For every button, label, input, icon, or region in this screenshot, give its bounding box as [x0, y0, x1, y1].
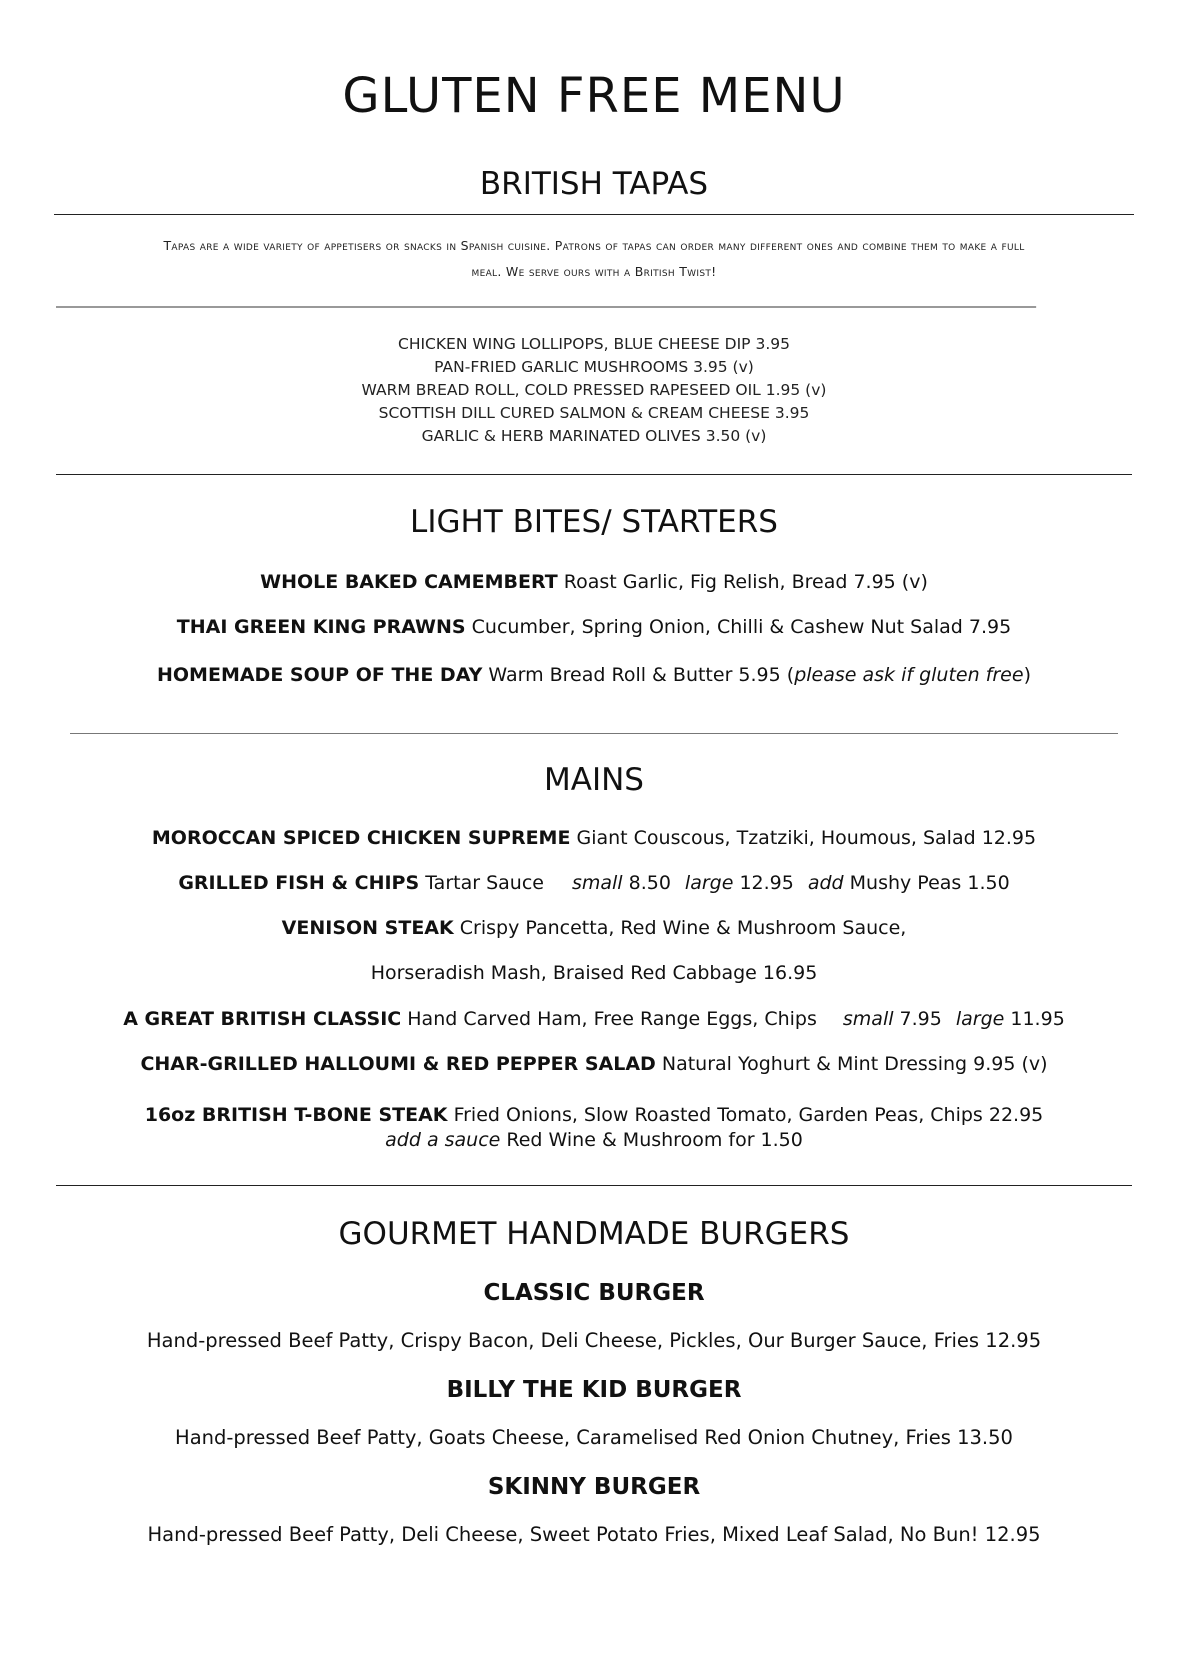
divider	[56, 1185, 1132, 1186]
price: 7.95	[893, 1008, 942, 1030]
tapas-item: GARLIC & HERB MARINATED OLIVES 3.50 (v)	[421, 427, 767, 445]
item-name: THAI GREEN KING PRAWNS	[176, 616, 466, 638]
addon-text: Red Wine & Mushroom for 1.50	[500, 1129, 803, 1151]
addon-label: add a sauce	[385, 1129, 501, 1151]
starter-item	[0, 664, 1188, 686]
item-name: 16oz BRITISH T-BONE STEAK	[144, 1104, 448, 1126]
divider	[54, 214, 1134, 215]
item-name: GRILLED FISH & CHIPS	[178, 872, 420, 894]
burger-desc: Hand-pressed Beef Patty, Deli Cheese, Sweet Potato Fries, Mixed Leaf Salad, No Bun! 12.95	[147, 1523, 1041, 1546]
tapas-item: WARM BREAD ROLL, COLD PRESSED RAPESEED OIL 1.95 (v)	[361, 381, 827, 399]
tapas-heading: BRITISH TAPAS	[479, 166, 709, 202]
item-desc: Hand Carved Ham, Free Range Eggs, Chips	[401, 1008, 817, 1030]
item-note: please ask if gluten free	[794, 664, 1024, 686]
price: 12.95	[733, 872, 794, 894]
item-desc: Natural Yoghurt & Mint Dressing 9.95 (v)	[655, 1053, 1048, 1075]
item-name: CHAR-GRILLED HALLOUMI & RED PEPPER SALAD	[140, 1053, 656, 1075]
divider	[56, 474, 1132, 475]
price: 11.95	[1004, 1008, 1065, 1030]
main-item	[0, 872, 1188, 894]
burger-name: SKINNY BURGER	[487, 1474, 701, 1500]
page-title: GLUTEN FREE MENU	[342, 68, 846, 124]
main-item	[0, 1053, 1188, 1075]
size-label: small	[842, 1008, 894, 1030]
item-name: A GREAT BRITISH CLASSIC	[123, 1008, 402, 1030]
size-label: small	[571, 872, 623, 894]
burger-desc: Hand-pressed Beef Patty, Goats Cheese, Caramelised Red Onion Chutney, Fries 13.50	[175, 1426, 1013, 1449]
add-text: Mushy Peas 1.50	[843, 872, 1010, 894]
tapas-item: SCOTTISH DILL CURED SALMON & CREAM CHEESE 3.95	[378, 404, 810, 422]
starter-item	[0, 616, 1188, 638]
main-item	[0, 1104, 1188, 1126]
main-item-continued: Horseradish Mash, Braised Red Cabbage 16.95	[370, 962, 818, 984]
item-desc: Tartar Sauce	[419, 872, 544, 894]
item-desc: Crispy Pancetta, Red Wine & Mushroom Sauce,	[453, 917, 907, 939]
starters-heading: LIGHT BITES/ STARTERS	[410, 504, 778, 540]
burger-desc: Hand-pressed Beef Patty, Crispy Bacon, Deli Cheese, Pickles, Our Burger Sauce, Fries 12.95	[146, 1329, 1042, 1352]
tapas-intro-line1: Tapas are a wide variety of appetisers or snacks in Spanish cuisine. Patrons of tapas can order many different ones and combine them to make a full	[163, 238, 1025, 253]
item-name: WHOLE BAKED CAMEMBERT	[260, 571, 558, 593]
size-label: large	[955, 1008, 1005, 1030]
burgers-heading: GOURMET HANDMADE BURGERS	[338, 1216, 850, 1252]
item-name: VENISON STEAK	[281, 917, 454, 939]
tapas-item: PAN-FRIED GARLIC MUSHROOMS 3.95 (v)	[434, 358, 754, 376]
tapas-intro-line2: meal. We serve ours with a British Twist!	[471, 264, 717, 279]
price: 8.50	[622, 872, 671, 894]
size-label: large	[684, 872, 734, 894]
item-desc: Warm Bread Roll & Butter 5.95 (	[482, 664, 795, 686]
item-desc: Giant Couscous, Tzatziki, Houmous, Salad 12.95	[570, 827, 1037, 849]
tapas-item: CHICKEN WING LOLLIPOPS, BLUE CHEESE DIP 3.95	[398, 335, 790, 353]
item-name: MOROCCAN SPICED CHICKEN SUPREME	[151, 827, 571, 849]
item-desc: Cucumber, Spring Onion, Chilli & Cashew Nut Salad 7.95	[465, 616, 1012, 638]
item-name: HOMEMADE SOUP OF THE DAY	[157, 664, 483, 686]
item-desc: Roast Garlic, Fig Relish, Bread 7.95 (v)	[557, 571, 928, 593]
starter-item	[0, 571, 1188, 593]
item-desc: Fried Onions, Slow Roasted Tomato, Garden Peas, Chips 22.95	[447, 1104, 1044, 1126]
divider	[70, 733, 1118, 734]
main-item	[0, 917, 1188, 939]
main-item	[0, 827, 1188, 849]
add-label: add	[807, 872, 844, 894]
item-note-close: )	[1023, 664, 1031, 686]
burger-name: CLASSIC BURGER	[483, 1280, 705, 1306]
dashed-divider: ____________________________________________________________________________________________________________________________________________	[56, 292, 1036, 308]
main-item-addon	[0, 1129, 1188, 1151]
main-item	[0, 1008, 1188, 1030]
mains-heading: MAINS	[544, 762, 644, 798]
burger-name: BILLY THE KID BURGER	[446, 1377, 742, 1403]
